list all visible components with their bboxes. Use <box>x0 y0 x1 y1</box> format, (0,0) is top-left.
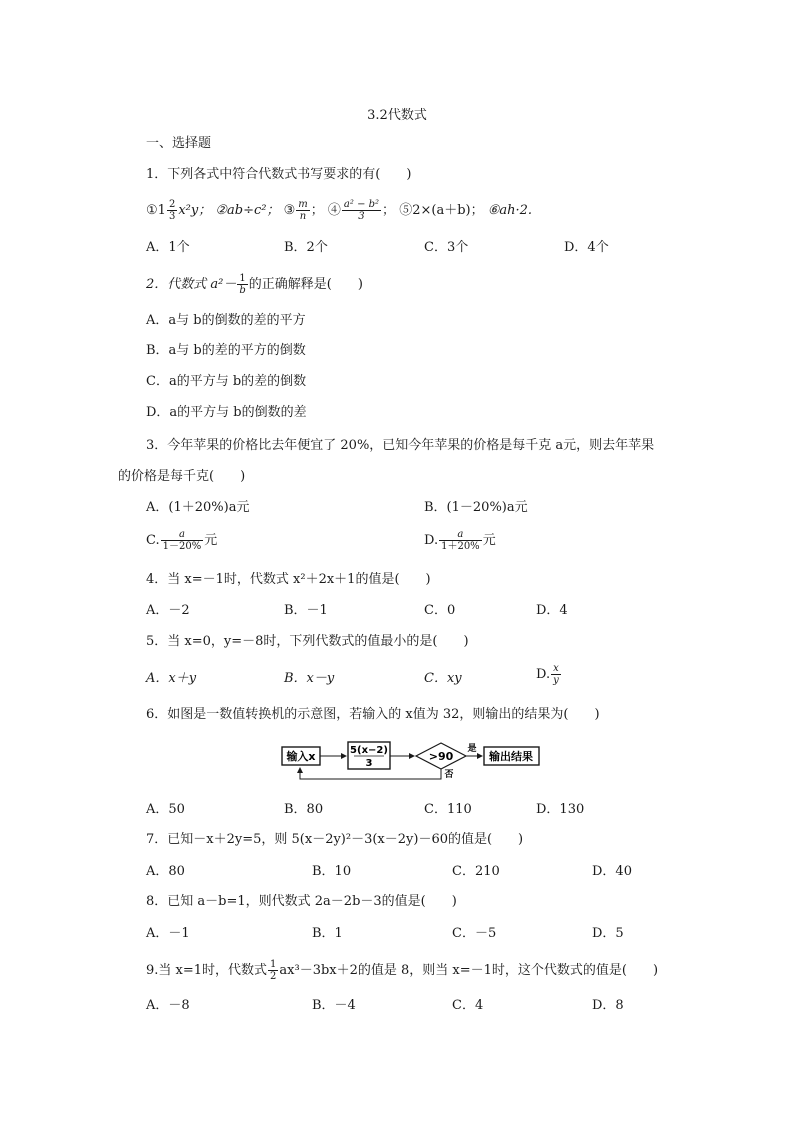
q9-frac-num: 1 <box>270 959 277 970</box>
q1-item-3-num: m <box>298 199 308 210</box>
q2-frac-num: 1 <box>237 273 247 285</box>
question-8-stem: 8．已知 a－b=1，则代数式 2a－2b－3的值是( ) <box>146 894 457 909</box>
q7-option-d: D．40 <box>592 864 632 879</box>
q2-option-a: A．a与 b的倒数的差的平方 <box>146 313 306 328</box>
q2-stem-pre: 2．代数式 a²－ <box>146 277 237 292</box>
question-7-stem: 7．已知－x＋2y=5，则 5(x－2y)²－3(x－2y)－60的值是( ) <box>146 832 524 847</box>
q4-option-a: A．－2 <box>146 603 190 618</box>
q1-option-d: D．4个 <box>564 240 609 255</box>
q1-item-4-post: ； <box>382 203 396 218</box>
q2-frac-den: b <box>239 285 246 296</box>
flow-yes-label: 是 <box>467 744 477 754</box>
q8-option-a: A．－1 <box>146 926 190 941</box>
q3-option-c-post: 元 <box>204 533 218 548</box>
q2-option-b: B．a与 b的差的平方的倒数 <box>146 343 306 358</box>
q9-option-c: C．4 <box>452 998 484 1013</box>
page-title: 3.2代数式 <box>367 108 427 123</box>
q5-option-c: C．xy <box>424 671 462 686</box>
q7-option-a: A．80 <box>146 864 185 879</box>
q1-item-1-post: x²y； <box>178 203 212 218</box>
question-5-stem: 5．当 x=0，y=－8时，下列代数式的值最小的是( ) <box>146 634 469 649</box>
q6-option-b: B．80 <box>284 802 324 817</box>
q1-item-4-den: 3 <box>358 211 365 222</box>
q3-option-d-pre: D. <box>424 533 439 548</box>
q3-option-c-num: a <box>161 529 204 541</box>
q4-option-d: D．4 <box>536 603 568 618</box>
q1-item-6: ⑥ah·2. <box>487 203 533 218</box>
q3-option-d-post: 元 <box>482 533 496 548</box>
q1-option-b: B．2个 <box>284 240 328 255</box>
section-heading: 一、选择题 <box>146 136 212 151</box>
q2-option-d: D．a的平方与 b的倒数的差 <box>146 405 307 420</box>
q9-frac-den: 2 <box>270 971 277 982</box>
q9-option-b: B．－4 <box>312 998 356 1013</box>
q4-option-b: B．－1 <box>284 603 328 618</box>
q3-option-c-den: 1－20% <box>162 541 202 552</box>
flow-input-label: 输入x <box>286 750 316 763</box>
q2-option-c: C．a的平方与 b的差的倒数 <box>146 374 307 389</box>
flow-formula-den: 3 <box>365 758 373 769</box>
flow-no-label: 否 <box>444 770 454 780</box>
q8-option-d: D．5 <box>592 926 624 941</box>
question-1-stem: 1．下列各式中符合代数式书写要求的有( ) <box>146 167 412 182</box>
q8-option-c: C．－5 <box>452 926 497 941</box>
q1-item-1-pre: ①1 <box>146 203 166 218</box>
q3-option-a: A．(1＋20%)a元 <box>146 500 250 515</box>
q3-option-b: B．(1－20%)a元 <box>424 500 528 515</box>
q3-option-d-den: 1＋20% <box>441 541 480 552</box>
q9-option-d: D．8 <box>592 998 624 1013</box>
question-3-stem-line-1: 3．今年苹果的价格比去年便宜了 20%，已知今年苹果的价格是每千克 a元，则去年苹果 <box>146 438 655 453</box>
q3-option-c-pre: C. <box>146 533 160 548</box>
q7-option-c: C．210 <box>452 864 500 879</box>
q5-option-a: A．x＋y <box>146 671 197 686</box>
question-4-stem: 4．当 x=－1时，代数式 x²＋2x＋1的值是( ) <box>146 572 431 587</box>
q9-option-a: A．－8 <box>146 998 190 1013</box>
q9-stem-post: ax³－3bx＋2的值是 8，则当 x=－1时，这个代数式的值是( ) <box>279 963 659 978</box>
q6-option-a: A．50 <box>146 802 185 817</box>
q1-item-3-post: ； <box>310 203 324 218</box>
flow-condition-label: >90 <box>428 750 454 763</box>
q6-option-d: D．130 <box>536 802 585 817</box>
flow-output-label: 输出结果 <box>489 750 533 763</box>
q5-option-b: B．x－y <box>284 671 335 686</box>
q1-item-1-num: 2 <box>168 199 176 210</box>
q1-item-1-den: 3 <box>168 211 176 222</box>
q9-fraction <box>268 959 278 982</box>
q8-option-b: B．1 <box>312 926 343 941</box>
q9-stem-pre: 9.当 x=1时，代数式 <box>146 963 268 978</box>
flow-formula-num: 5(x−2) <box>350 745 388 756</box>
q5-option-d-num: x <box>551 663 561 675</box>
q1-item-5: ⑤2×(a＋b)； <box>399 203 484 218</box>
q3-option-d-num: a <box>439 529 482 541</box>
q1-option-a: A．1个 <box>146 240 190 255</box>
q4-option-c: C．0 <box>424 603 456 618</box>
question-3-stem-line-2: 的价格是每千克( ) <box>118 469 246 484</box>
question-6-stem: 6．如图是一数值转换机的示意图，若输入的 x值为 32，则输出的结果为( ) <box>146 707 600 722</box>
q7-option-b: B．10 <box>312 864 352 879</box>
q5-option-d-den: y <box>553 675 559 686</box>
question-9-stem <box>146 958 658 984</box>
q2-stem-post: 的正确解释是( ) <box>248 277 363 292</box>
q1-item-3-den: n <box>299 211 307 222</box>
q6-option-c: C．110 <box>424 802 472 817</box>
q1-item-4-pre: ④ <box>327 203 341 218</box>
q5-option-d-pre: D. <box>536 667 551 682</box>
q1-option-c: C．3个 <box>424 240 469 255</box>
q1-item-2: ②ab÷c²； <box>215 203 280 218</box>
q1-item-3-pre: ③ <box>283 203 296 218</box>
q1-item-4-num: a² − b² <box>343 199 380 210</box>
